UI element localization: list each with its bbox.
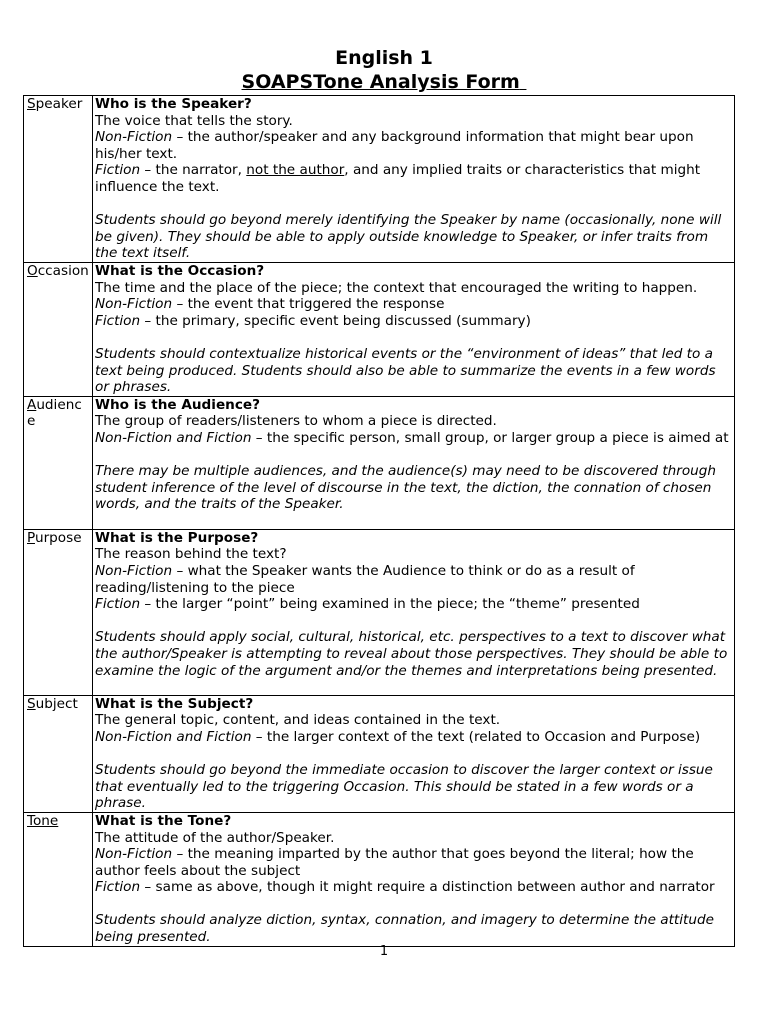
fiction-note: Fiction – the primary, specific event being discussed (summary)	[95, 312, 531, 329]
fiction-note: Fiction – the larger “point” being examined in the piece; the “theme” presented	[95, 596, 640, 613]
row-definition: The general topic, content, and ideas contained in the text.	[95, 712, 501, 729]
row-label-tone: Tone	[24, 812, 93, 946]
document-title: English 1	[335, 47, 433, 69]
student-note: There may be multiple audiences, and the audience(s) may need to be discovered through student inference of the level of discourse in the text, the diction, the connation of chosen words, and the traits of the Speaker.	[95, 463, 717, 513]
row-label-subject: Subject	[24, 695, 93, 812]
student-note: Students should go beyond merely identifying the Speaker by name (occasionally, none will be given). They should be able to apply outside knowledge to Speaker, or infer traits from the text itself.	[95, 212, 722, 262]
table-row	[24, 263, 735, 397]
nonfiction-note: Non-Fiction – what the Speaker wants the Audience to think or do as a result of reading/listening to the piece	[95, 562, 635, 596]
row-definition: The voice that tells the story.	[95, 112, 293, 129]
row-question: What is the Tone?	[95, 812, 232, 829]
nonfiction-note: Non-Fiction – the meaning imparted by the author that goes beyond the literal; how the author feels about the subject	[95, 846, 694, 879]
row-content-occasion	[93, 263, 735, 397]
nonfiction-fiction-note: Non-Fiction and Fiction – the larger context of the text (related to Occasion and Purpose)	[95, 728, 701, 745]
row-question: What is the Occasion?	[95, 263, 265, 279]
student-note: Students should contextualize historical events or the “environment of ideas” that led to a text being produced. Students should also be able to summarize the events in a few words or phrases.	[95, 345, 716, 396]
row-label-purpose: Purpose	[24, 529, 93, 695]
row-definition: The group of readers/listeners to whom a piece is directed.	[95, 413, 497, 430]
row-label-audience: Audience	[24, 396, 93, 529]
table-row	[24, 529, 735, 695]
nonfiction-note: Non-Fiction – the author/speaker and any background information that might bear upon his/her text.	[95, 129, 694, 162]
table-row	[24, 396, 735, 529]
row-question: Who is the Audience?	[95, 396, 261, 413]
row-content-purpose	[93, 529, 735, 695]
row-label-speaker: Speaker	[24, 96, 93, 263]
row-content-tone	[93, 812, 735, 946]
row-content-subject	[93, 695, 735, 812]
page-number: 1	[379, 944, 389, 959]
student-note: Students should go beyond the immediate occasion to discover the larger context or issue that eventually led to the triggering Occasion. This should be stated in a few words or a phrase.	[95, 762, 713, 812]
student-note: Students should analyze diction, syntax, connation, and imagery to determine the attitude being presented.	[95, 912, 714, 946]
row-question: What is the Subject?	[95, 695, 254, 712]
student-note: Students should apply social, cultural, historical, etc. perspectives to a text to discover what the author/Speaker is attempting to reveal about those perspectives. They should be able to examine the logic of the argument and/or the themes and interpretations being presented.	[95, 629, 728, 679]
table-row	[24, 812, 735, 946]
form-title-text: SOAPSTone Analysis Form	[241, 71, 520, 93]
row-question: What is the Purpose?	[95, 529, 259, 546]
row-definition: The time and the place of the piece; the context that encouraged the writing to happen.	[95, 279, 698, 296]
table-row	[24, 96, 735, 263]
soapstone-table	[23, 95, 735, 947]
row-question: Who is the Speaker?	[95, 96, 252, 112]
fiction-note: Fiction – the narrator, not the author, and any implied traits or characteristics that might influence the text.	[95, 162, 701, 195]
row-content-speaker	[93, 96, 735, 263]
row-definition: The attitude of the author/Speaker.	[95, 829, 335, 846]
table-row	[24, 695, 735, 812]
nonfiction-fiction-note: Non-Fiction and Fiction – the specific person, small group, or larger group a piece is aimed at	[95, 429, 729, 446]
row-definition: The reason behind the text?	[95, 546, 287, 563]
row-content-audience	[93, 396, 735, 529]
fiction-note: Fiction – same as above, though it might require a distinction between author and narrator	[95, 879, 715, 896]
row-label-occasion: Occasion	[24, 263, 93, 397]
nonfiction-note: Non-Fiction – the event that triggered the response	[95, 296, 445, 313]
form-title	[0, 71, 768, 93]
